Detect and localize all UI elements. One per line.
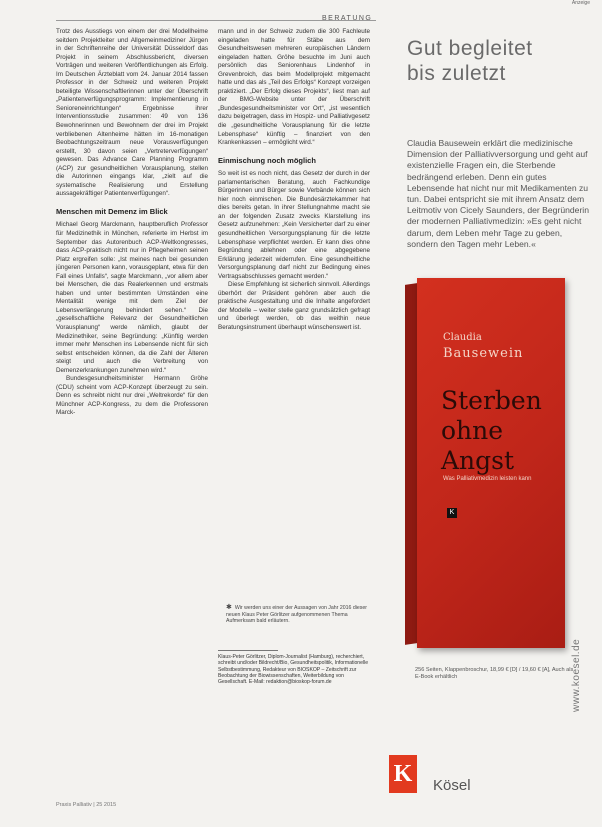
book-cover bbox=[405, 274, 565, 652]
book-subtitle: Was Palliativmedizin leisten kann bbox=[443, 476, 532, 482]
article-paragraph: Diese Empfehlung ist sicherlich sinnvoll. Allerdings überhört der Präsident gehören aber auch die praktische Ausgestaltung und die Inhalte angefordert der Modelle – weiter stelle ganz grundsätzlich gefragt und überlegt werden, ob das weithin neue Beratungsinstrument überhaupt wünschenswert ist. bbox=[218, 281, 370, 331]
publisher-logo-icon: K bbox=[447, 508, 457, 518]
book-title-line3: Angst bbox=[441, 446, 515, 475]
book-caption: 256 Seiten, Klappenbroschur, 18,99 € [D] / 19,60 € [A], Auch als E-Book erhältlich bbox=[415, 667, 574, 680]
author-note: Klaus-Peter Görlitzer, Diplom-Journalist (Hamburg), recherchiert, schreibt und/oder Bildrecht/Bio, Gesundheitspolitik, Informationelle Selbstbestimmung, Redakteur von BIOSKOP – Zeitschrift zur Beobachtung der Biowissenschaften, Weiterbildung von Gesellschaft. E-Mail: redaktion@bioskop-forum.de bbox=[218, 654, 369, 686]
book-spine bbox=[405, 283, 417, 645]
ad-headline-line2: bis zuletzt bbox=[407, 62, 506, 85]
footnote-text: Wir werden uns einer der Aussagen von Jahr 2016 dieser neuen Klaus Peter Görlitzer aufgenommenen Thema Aufmerksam bald erläutern. bbox=[226, 605, 367, 624]
page-footer: Praxis Palliativ | 25 2015 bbox=[56, 802, 117, 808]
advertisement bbox=[395, 12, 590, 802]
ad-body: Claudia Bausewein erklärt die medizinische Dimension der Palliativversorgung und geht auf existenzielle Fragen ein, die Sterbende bedrängend erleben. Denn ein gutes Lebensende hat nicht nur mit Medikamenten zu tun. Dabei entspricht sie mit ihrem Ansatz dem Leitmotiv von Cicely Saunders, der Begründerin der modernen Palliativmedizin: »Es geht nicht darum, dem Leben mehr Tage zu geben, sondern den Tagen mehr Leben.« bbox=[407, 138, 589, 249]
article-column-2 bbox=[218, 28, 370, 696]
ad-label: Anzeige bbox=[571, 0, 590, 6]
asterisk-icon: ✱ bbox=[226, 604, 232, 611]
author-rule bbox=[218, 650, 278, 651]
ad-headline-line1: Gut begleitet bbox=[407, 37, 533, 60]
book-title-line2: ohne bbox=[441, 416, 504, 445]
article-paragraph: mann und in der Schweiz zudem die 300 Fachleute eingeladen hatte für Stäbe aus dem Gesundheitswesen mehreren europäischen Ländern eingeladen hatten. Gröhe besuchte im Juni auch persönlich das Seniorenhaus Lindenhof in Grevenbroich, das beim Modellprojekt mitgemacht hatte und das als „Teil des Erfolgs“ Konzept vorzeigen praktiziert. „Der Erfolg dieses Projekts“, liest man auf der BMG-Website unter der Überschrift „Bundesgesundheitsminister vor Ort“, „ist wesentlich dazu beigetragen, dass im Hospiz- und Palliativgesetz die „gesundheitliche Vorausplanung für die letzte Lebensphase“ künftig – finanziert von den Krankenkassen – ermöglicht wird.“ bbox=[218, 28, 370, 147]
article-paragraph: Michael Georg Marckmann, hauptberuflich Professor für Medizinethik in München, referierte im Herbst im September das Autorenbuch ACP-Weltkongresses, dass ACP-praktisch nicht nur in Pflegeheimen seinen Platz ergreifen solle: „Ist meines nach bei gesunden jüngeren Personen kann, vorausgeplant, etwa für den Fall eines Unfalls“, sagte Marckmann, „vor allem aber bei Menschen, die das Realerkennen und erstmals haben und unter bestimmten Umständen eine Mentalität wenige mit dem Ziel der Lebensverlängerung behindert sehen.“ Die „gesellschaftliche Relevanz der Gesundheitlichen Vorausplanung“ werde nämlich, glaubt der Medizinethiker, seine Begründung: „Künftig werden immer mehr Menschen ins Lebensende nicht für sich selbst entscheiden können, da die Zahl der Älteren steigt und auch die Verbreitung von Demenzerkrankungen zunehmen wird.“ bbox=[56, 221, 208, 374]
book-title-line1: Sterben bbox=[441, 386, 542, 415]
book-front bbox=[417, 278, 565, 648]
publisher-url[interactable]: www.koesel.de bbox=[571, 638, 582, 712]
book-author-first: Claudia bbox=[443, 332, 482, 343]
footnote bbox=[226, 605, 368, 625]
book-author-last: Bausewein bbox=[443, 346, 524, 361]
kosel-logo-letter: K bbox=[393, 761, 413, 787]
book-title bbox=[441, 386, 542, 476]
section-label: BERATUNG bbox=[322, 15, 373, 22]
kosel-logo-icon bbox=[389, 755, 417, 793]
subheading-interference: Einmischung noch möglich bbox=[218, 155, 316, 165]
subheading-dementia: Menschen mit Demenz im Blick bbox=[56, 206, 168, 216]
publisher-brand: Kösel bbox=[433, 777, 471, 794]
ad-headline bbox=[407, 36, 590, 86]
article-paragraph: Bundesgesundheitsminister Hermann Gröhe (CDU) scheint vom ACP-Konzept überzeugt zu sein. Denn es schreibt nicht nur drei „Weltrekorde“ für den Münchner ACP-Kongress, zu dem die Professoren Marck- bbox=[56, 375, 208, 417]
article-paragraph: So weit ist es noch nicht, das Gesetz der durch in der parlamentarischen Beratung, auch Fachkundige Bürgerinnen und Bürger sowie Verbände können sich hier noch einmischen. Die Bundesärztekammer hat dies bereits getan. In ihrer Stellungnahme macht sie an der folgenden Zusatz zwecks Klarstellung ins Gesetz aufzunehmen: „Kein Versicherter darf zu einer gesundheitlichen Versorgungsplanung für die letzte Lebensphase verpflichtet werden. Er kann dies ohne Begründung ablehnen oder eine abgegebene Erklärung jederzeit widerrufen. Eine gesundheitliche Versorgungsplanung darf nicht zur Bedingung eines Vertragsabschlusses gemacht werden.“ bbox=[218, 170, 370, 280]
article-column-1 bbox=[56, 28, 208, 788]
article-paragraph: Trotz des Ausstiegs von einem der drei Modellheime seitdem Projektleiter und Allgemeinmediziner Jürgen in der Schriftenreihe der Universität Düsseldorf das Projekt in seinem Abschlussbericht, diversen Vorträgen und weiteren Veröffentlichungen als Erfolg. Im Deutschen Ärzteblatt vom 24. Januar 2014 fassen Professor in der Schweiz und weiteren Projekt beteiligte Wissenschaftlerinnen unter der Überschrift „Patientenverfügungsprogramm: Implementierung in Senioreneinrichtungen“ Ergebnisse ihrer Interventionsstudie zusammen: 49 von 136 Bewohnerinnen und Bewohnern der drei im Projekt verbliebenen Altenheime hätten im 16-monatigen Beobachtungszeitraum neue Vorausverfügungen erstellt, 30 davon seien „Vertreterverfügungen“ gewesen. Das Advance Care Planning Programm (ACP) zur gesundheitlichen Vorausplanung, stellen die Autorinnen eingangs klar, „zielt auf die systematische Realisierung und Erstellung aussagekräftiger Patientenverfügungen“. bbox=[56, 28, 208, 198]
header-rule bbox=[56, 20, 376, 21]
